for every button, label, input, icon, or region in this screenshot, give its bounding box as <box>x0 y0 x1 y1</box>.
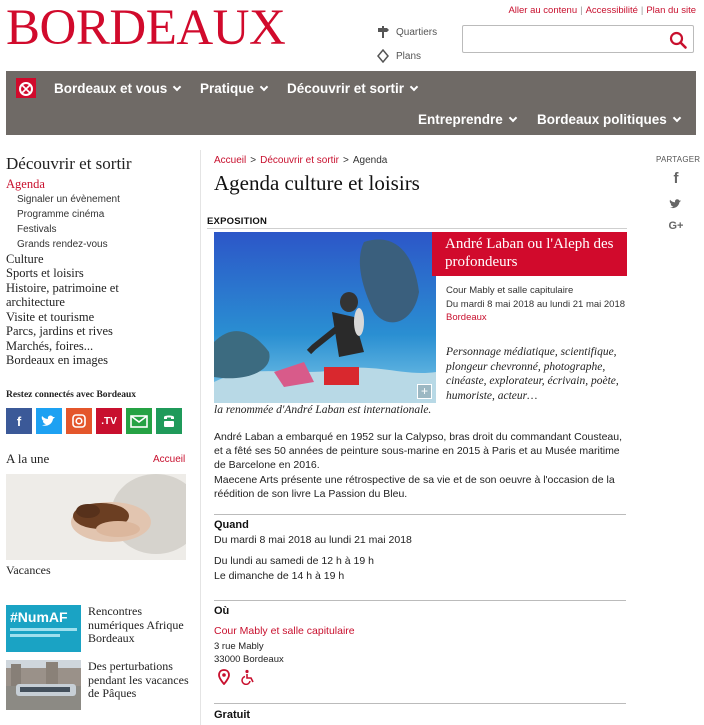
numaf-badge: #NumAF <box>10 609 68 625</box>
news-image-numaf[interactable] <box>6 605 81 652</box>
sidebar <box>6 154 194 368</box>
quand-dates: Du mardi 8 mai 2018 au lundi 21 mai 2018 <box>214 534 412 546</box>
description-paragraph: André Laban a embarqué en 1952 sur la Calypso, bras droit du commandant Cousteau, et a fêté ses 50 années de peinture sous-marine en 2015 à Paris et au Musée maritime de Barcelone en 2016. <box>214 431 623 472</box>
compass-icon <box>376 49 390 63</box>
event-title: André Laban ou l'Aleph des profondeurs <box>432 232 627 276</box>
skip-to-content-link[interactable]: Aller au contenu <box>508 5 578 16</box>
breadcrumb-current: Agenda <box>352 155 388 166</box>
event-image[interactable] <box>214 232 436 403</box>
event-teaser: Personnage médiatique, scientifique, plongeur chevronné, photographe, cinéaste, explorateur, écrivain, poète, humoriste, acteur… <box>446 346 619 402</box>
sidebar-item-histoire[interactable]: Histoire, patrimoine et architecture <box>6 280 119 309</box>
nav-bordeaux-et-vous[interactable] <box>54 81 180 96</box>
section-divider <box>214 600 626 601</box>
event-venue: Cour Mably et salle capitulaire <box>446 285 574 296</box>
event-category: EXPOSITION <box>207 216 268 227</box>
chevron-down-icon <box>260 82 268 90</box>
signpost-icon <box>376 25 390 39</box>
nav-label: Pratique <box>200 81 255 96</box>
main-nav <box>6 71 696 135</box>
social-links <box>6 408 182 434</box>
plans-link[interactable] <box>376 46 437 66</box>
google-plus-icon[interactable]: G+ <box>668 220 684 232</box>
connect-title: Restez connectés avec Bordeaux <box>6 390 137 400</box>
sidebar-divider <box>200 150 201 725</box>
expand-icon[interactable]: + <box>417 384 432 399</box>
sidebar-subitem-cinema[interactable]: Programme cinéma <box>17 208 105 220</box>
ou-heading: Où <box>214 605 230 617</box>
nav-label: Bordeaux et vous <box>54 81 168 96</box>
quand-hours-weekday: Du lundi au samedi de 12 h à 19 h <box>214 555 374 567</box>
event-city[interactable]: Bordeaux <box>446 312 487 323</box>
ou-street: 3 rue Mably <box>214 641 264 652</box>
featured-image[interactable] <box>6 474 186 560</box>
site-logo[interactable]: BORDEAUX <box>6 0 286 56</box>
ou-venue-link[interactable]: Cour Mably et salle capitulaire <box>214 625 355 637</box>
event-venue-block <box>446 284 628 325</box>
map-pin-icon[interactable] <box>218 669 230 685</box>
a-la-une-title: A la une <box>6 451 50 466</box>
sidebar-item-visite[interactable]: Visite et tourisme <box>6 309 95 324</box>
news-image-tram[interactable] <box>6 660 81 710</box>
quick-links <box>376 22 437 70</box>
breadcrumb-accueil[interactable]: Accueil <box>214 155 247 166</box>
news-title-perturbations[interactable]: Des perturbations pendant les vacances de Pâques <box>88 659 189 700</box>
nav-pratique[interactable] <box>200 81 267 96</box>
sitemap-link[interactable]: Plan du site <box>646 5 696 16</box>
sidebar-item-agenda[interactable]: Agenda <box>6 177 45 191</box>
sidebar-item-images[interactable]: Bordeaux en images <box>6 353 109 367</box>
page-title: Agenda culture et loisirs <box>214 171 420 195</box>
description-paragraph: Maecene Arts présente une rétrospective de sa vie et de son oeuvre à l'occasion de la réédition de son livre La Passion du Bleu. <box>214 473 615 500</box>
plans-label: Plans <box>396 50 422 62</box>
section-divider <box>214 514 626 515</box>
section-divider <box>214 703 626 704</box>
search-icon[interactable] <box>668 30 688 50</box>
share-label: PARTAGER <box>656 155 701 164</box>
accueil-link[interactable]: Accueil <box>153 454 186 465</box>
chevron-down-icon <box>173 82 181 90</box>
chevron-down-icon <box>410 82 418 90</box>
facebook-icon[interactable]: f <box>673 170 679 187</box>
email-icon[interactable] <box>126 408 152 434</box>
search-input[interactable] <box>462 25 694 53</box>
event-description <box>214 430 628 501</box>
top-links: Aller au contenu | Accessibilité | Plan du site <box>508 5 696 16</box>
wheelchair-icon <box>240 669 256 685</box>
breadcrumb-decouvrir[interactable]: Découvrir et sortir <box>260 155 339 166</box>
featured-caption[interactable]: Vacances <box>6 563 51 577</box>
category-divider <box>207 228 627 229</box>
chevron-down-icon <box>509 113 517 121</box>
bordeaux-emblem-icon[interactable] <box>16 78 36 98</box>
nav-label: Bordeaux politiques <box>537 112 667 127</box>
quand-heading: Quand <box>214 519 249 531</box>
sidebar-item-parcs[interactable]: Parcs, jardins et rives <box>6 324 113 338</box>
news-title-numaf[interactable]: Rencontres numériques Afrique Bordeaux <box>88 604 184 645</box>
ou-icons <box>218 669 256 685</box>
twitter-icon[interactable] <box>36 408 62 434</box>
tv-icon[interactable]: .TV <box>96 408 122 434</box>
phone-icon[interactable] <box>156 408 182 434</box>
quartiers-link[interactable] <box>376 22 437 42</box>
sidebar-subitem-signaler[interactable]: Signaler un évènement <box>17 193 120 205</box>
nav-entreprendre[interactable] <box>418 112 516 127</box>
quartiers-label: Quartiers <box>396 26 438 38</box>
accessibility-link[interactable]: Accessibilité <box>585 5 638 16</box>
twitter-icon[interactable] <box>666 197 686 215</box>
sidebar-item-marches[interactable]: Marchés, foires... <box>6 338 94 353</box>
event-teaser-tail: la renommée d'André Laban est internationale. <box>214 404 432 416</box>
nav-decouvrir-et-sortir[interactable] <box>287 81 417 96</box>
sidebar-item-sports[interactable]: Sports et loisirs <box>6 266 84 280</box>
chevron-down-icon <box>673 113 681 121</box>
ou-address <box>214 640 284 666</box>
ou-city: 33000 Bordeaux <box>214 654 284 665</box>
sidebar-subitem-festivals[interactable]: Festivals <box>17 223 57 235</box>
nav-label: Entreprendre <box>418 112 503 127</box>
gratuit-heading: Gratuit <box>214 709 251 721</box>
event-dates: Du mardi 8 mai 2018 au lundi 21 mai 2018 <box>446 298 626 310</box>
sidebar-title: Découvrir et sortir <box>6 154 132 173</box>
nav-bordeaux-politiques[interactable] <box>537 112 680 127</box>
instagram-icon[interactable] <box>66 408 92 434</box>
sidebar-subitem-rendez-vous[interactable]: Grands rendez-vous <box>17 238 108 250</box>
nav-label: Découvrir et sortir <box>287 81 405 96</box>
quand-hours-sunday: Le dimanche de 14 h à 19 h <box>214 570 345 582</box>
breadcrumb: Accueil > Découvrir et sortir > Agenda <box>214 155 388 166</box>
sidebar-item-culture[interactable]: Culture <box>6 251 44 266</box>
facebook-icon[interactable]: f <box>6 408 32 434</box>
